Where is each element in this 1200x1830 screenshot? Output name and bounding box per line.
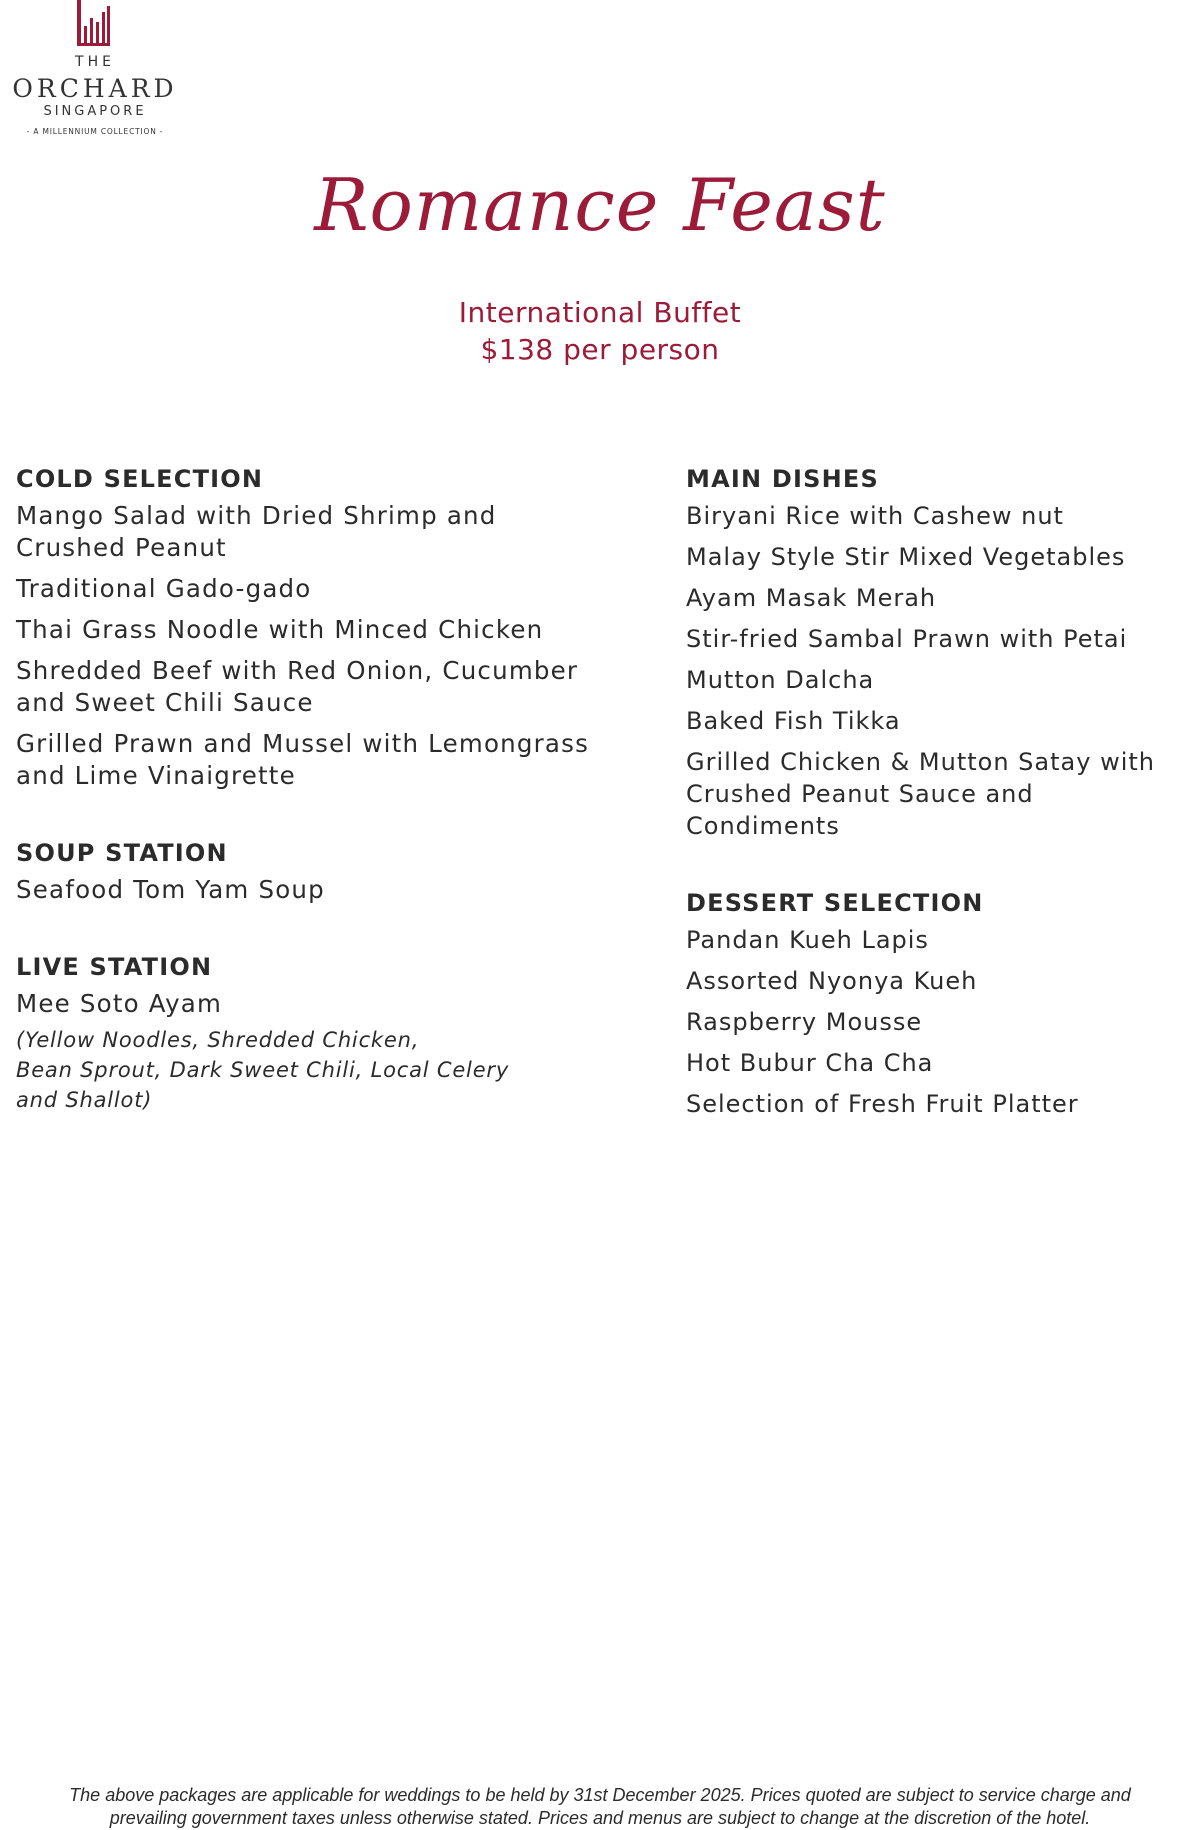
menu-item: Baked Fish Tikka [686,707,901,735]
menu-item: Traditional Gado-gado [16,574,312,603]
section-heading: COLD SELECTION [16,465,264,493]
menu-item: Mango Salad with Dried Shrimp and Crushed Peanut [16,501,497,562]
logo-city: SINGAPORE [43,104,147,119]
hotel-logo [0,0,190,140]
dessert-selection-section [686,886,1196,1120]
right-column [686,462,1196,1164]
menu-item: Stir-fried Sambal Prawn with Petai [686,625,1128,653]
soup-station-section [16,836,616,906]
section-heading: SOUP STATION [16,839,228,867]
menu-item: Assorted Nyonya Kueh [686,967,978,995]
subtitle-buffet: International Buffet [458,296,742,329]
menu-item: Mutton Dalcha [686,666,875,694]
menu-item: Pandan Kueh Lapis [686,926,929,954]
live-station-section [16,950,616,1115]
subtitle [0,294,1200,368]
section-heading: LIVE STATION [16,953,213,981]
menu-item: Mee Soto Ayam [16,989,223,1018]
menu-item: Grilled Chicken & Mutton Satay with Crushed Peanut Sauce and Condiments [686,748,1155,840]
cold-selection-section [16,462,616,792]
footer-line: prevailing government taxes unless otherwise stated. Prices and menus are subject to change at the discretion of the hotel. [109,1808,1091,1828]
menu-item: Ayam Masak Merah [686,584,937,612]
section-heading: MAIN DISHES [686,465,879,493]
menu-item: Seafood Tom Yam Soup [16,875,325,904]
menu-item: Hot Bubur Cha Cha [686,1049,934,1077]
footer-line: The above packages are applicable for weddings to be held by 31st December 2025. Prices quoted are subject to service charge and [69,1785,1131,1805]
menu-item: Grilled Prawn and Mussel with Lemongrass and Lime Vinaigrette [16,729,590,790]
menu-item: Biryani Rice with Cashew nut [686,502,1064,530]
terms-footer [0,1784,1200,1830]
orchard-logo-icon [76,0,110,46]
left-column [16,462,616,1159]
menu-item: Malay Style Stir Mixed Vegetables [686,543,1126,571]
menu-item: Shredded Beef with Red Onion, Cucumber and Sweet Chili Sauce [16,656,579,717]
menu-item: Raspberry Mousse [686,1008,923,1036]
menu-item: Thai Grass Noodle with Minced Chicken [16,615,544,644]
subtitle-price: $138 per person [480,333,720,366]
logo-collection: - A MILLENNIUM COLLECTION - [26,127,164,136]
logo-the: THE [75,54,115,70]
menu-item: Selection of Fresh Fruit Platter [686,1090,1079,1118]
page-title: Romance Feast [314,163,886,247]
section-heading: DESSERT SELECTION [686,889,984,917]
menu-item-note: (Yellow Noodles, Shredded Chicken, Bean Sprout, Dark Sweet Chili, Local Celery and Shallot) [16,1028,510,1112]
main-dishes-section [686,462,1196,842]
logo-name: ORCHARD [12,74,178,103]
